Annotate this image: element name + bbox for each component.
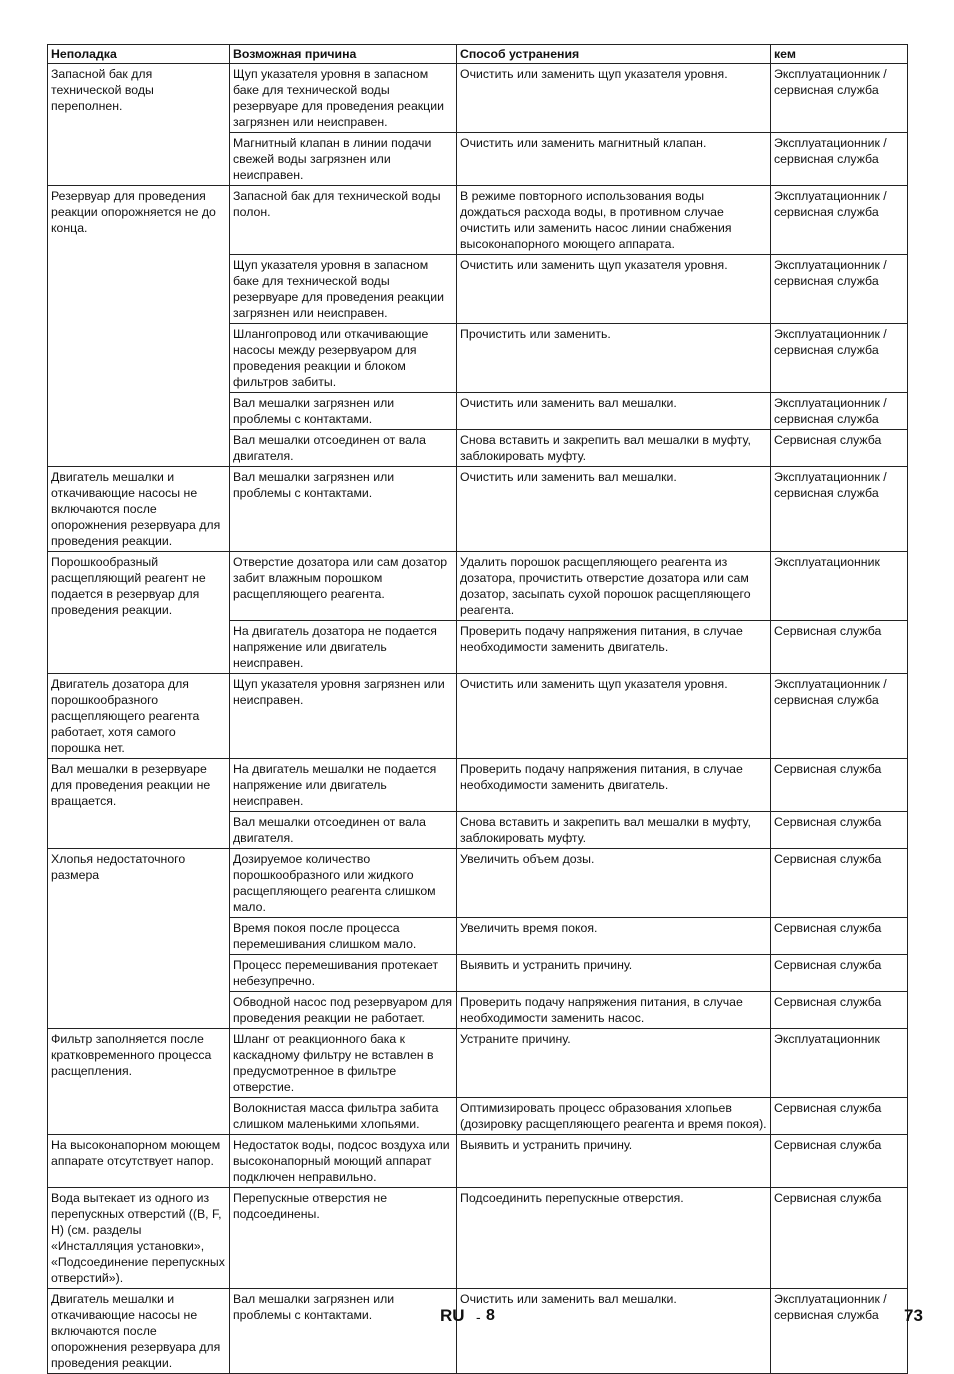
cell-by: Эксплуатационник / сервисная служба: [771, 393, 908, 430]
table-row: [48, 1135, 908, 1188]
cell-by: Эксплуатационник / сервисная служба: [771, 467, 908, 552]
table-row: [48, 1029, 908, 1098]
cell-by: Сервисная служба: [771, 918, 908, 955]
cell-cause: Щуп указателя уровня в запасном баке для технической воды резервуаре для проведения реакции загрязнен или неисправен.: [230, 255, 457, 324]
cell-problem: Двигатель мешалки и откачивающие насосы не включаются после опорожнения резервуара для проведения реакции.: [48, 467, 230, 552]
cell-problem: На высоконапорном моющем аппарате отсутствует напор.: [48, 1135, 230, 1188]
cell-cause: Щуп указателя уровня в запасном баке для технической воды резервуаре для проведения реакции загрязнен или неисправен.: [230, 64, 457, 133]
cell-problem: Порошкообразный расщепляющий реагент не подается в резервуар для проведения реакции.: [48, 552, 230, 674]
cell-problem: Вода вытекает из одного из перепускных отверстий ((B, F, H) (см. разделы «Инсталляция установки», «Подсоединение перепускных отверстий»).: [48, 1188, 230, 1289]
cell-by: Сервисная служба: [771, 621, 908, 674]
cell-remedy: Увеличить время покоя.: [457, 918, 771, 955]
cell-cause: Отверстие дозатора или сам дозатор забит влажным порошком расщепляющего реагента.: [230, 552, 457, 621]
cell-remedy: Снова вставить и закрепить вал мешалки в муфту, заблокировать муфту.: [457, 430, 771, 467]
cell-remedy: Проверить подачу напряжения питания, в случае необходимости заменить насос.: [457, 992, 771, 1029]
cell-cause: Дозируемое количество порошкообразного или жидкого расщепляющего реагента слишком мало.: [230, 849, 457, 918]
table-row: [48, 64, 908, 133]
cell-problem: Фильтр заполняется после кратковременного процесса расщепления.: [48, 1029, 230, 1135]
header-cause: Возможная причина: [230, 45, 457, 64]
cell-remedy: Очистить или заменить магнитный клапан.: [457, 133, 771, 186]
page-number: 73: [904, 1306, 923, 1325]
cell-remedy: Очистить или заменить щуп указателя уровня.: [457, 674, 771, 759]
table-row: [48, 674, 908, 759]
table-row: [48, 759, 908, 812]
cell-by: Эксплуатационник / сервисная служба: [771, 255, 908, 324]
cell-by: Эксплуатационник / сервисная служба: [771, 64, 908, 133]
cell-cause: Вал мешалки загрязнен или проблемы с контактами.: [230, 1289, 457, 1374]
cell-remedy: В режиме повторного использования воды дождаться расхода воды, в противном случае очистить или заменить насос линии снабжения высоконапорного моющего аппарата.: [457, 186, 771, 255]
troubleshooting-table: [47, 44, 908, 1374]
cell-remedy: Очистить или заменить вал мешалки.: [457, 1289, 771, 1374]
cell-cause: Магнитный клапан в линии подачи свежей воды загрязнен или неисправен.: [230, 133, 457, 186]
cell-problem: Хлопья недостаточного размера: [48, 849, 230, 1029]
footer-language: RU: [440, 1306, 465, 1325]
cell-remedy: Удалить порошок расщепляющего реагента из дозатора, прочистить отверстие дозатора или сам дозатор, засыпать сухой порошок расщепляющего реагента.: [457, 552, 771, 621]
cell-by: Сервисная служба: [771, 812, 908, 849]
table-row: [48, 186, 908, 255]
cell-remedy: Выявить и устранить причину.: [457, 955, 771, 992]
cell-by: Эксплуатационник / сервисная служба: [771, 133, 908, 186]
cell-cause: Вал мешалки отсоединен от вала двигателя.: [230, 812, 457, 849]
cell-cause: Недостаток воды, подсос воздуха или высоконапорный моющий аппарат подключен неправильно.: [230, 1135, 457, 1188]
table-body: [48, 64, 908, 1374]
table-row: [48, 467, 908, 552]
cell-cause: Вал мешалки загрязнен или проблемы с контактами.: [230, 393, 457, 430]
cell-by: Сервисная служба: [771, 1188, 908, 1289]
cell-cause: Процесс перемешивания протекает небезупречно.: [230, 955, 457, 992]
cell-by: Сервисная служба: [771, 759, 908, 812]
cell-cause: Перепускные отверстия не подсоединены.: [230, 1188, 457, 1289]
cell-remedy: Очистить или заменить щуп указателя уровня.: [457, 255, 771, 324]
footer-separator: -: [476, 1309, 481, 1325]
cell-by: Эксплуатационник / сервисная служба: [771, 324, 908, 393]
table-row: [48, 1289, 908, 1374]
cell-problem: Вал мешалки в резервуаре для проведения реакции не вращается.: [48, 759, 230, 849]
cell-by: Сервисная служба: [771, 955, 908, 992]
cell-problem: Двигатель дозатора для порошкообразного расщепляющего реагента работает, хотя самого порошка нет.: [48, 674, 230, 759]
cell-remedy: Очистить или заменить вал мешалки.: [457, 393, 771, 430]
cell-remedy: Устраните причину.: [457, 1029, 771, 1098]
cell-cause: Запасной бак для технической воды полон.: [230, 186, 457, 255]
footer-section-page: 8: [486, 1307, 495, 1324]
cell-cause: Вал мешалки загрязнен или проблемы с контактами.: [230, 467, 457, 552]
cell-cause: Шлангопровод или откачивающие насосы между резервуаром для проведения реакции и блоком фильтров забиты.: [230, 324, 457, 393]
cell-problem: Двигатель мешалки и откачивающие насосы не включаются после опорожнения резервуара для проведения реакции.: [48, 1289, 230, 1374]
cell-remedy: Очистить или заменить вал мешалки.: [457, 467, 771, 552]
cell-by: Сервисная служба: [771, 430, 908, 467]
cell-remedy: Проверить подачу напряжения питания, в случае необходимости заменить двигатель.: [457, 759, 771, 812]
cell-by: Эксплуатационник / сервисная служба: [771, 186, 908, 255]
table-row: [48, 849, 908, 918]
cell-remedy: Снова вставить и закрепить вал мешалки в муфту, заблокировать муфту.: [457, 812, 771, 849]
cell-remedy: Увеличить объем дозы.: [457, 849, 771, 918]
cell-by: Эксплуатационник: [771, 1029, 908, 1098]
cell-by: Сервисная служба: [771, 849, 908, 918]
table-row: [48, 552, 908, 621]
cell-cause: Обводной насос под резервуаром для проведения реакции не работает.: [230, 992, 457, 1029]
cell-by: Сервисная служба: [771, 1098, 908, 1135]
cell-cause: Время покоя после процесса перемешивания слишком мало.: [230, 918, 457, 955]
cell-remedy: Выявить и устранить причину.: [457, 1135, 771, 1188]
header-problem: Неполадка: [48, 45, 230, 64]
header-by: кем: [771, 45, 908, 64]
header-remedy: Способ устранения: [457, 45, 771, 64]
cell-by: Сервисная служба: [771, 992, 908, 1029]
cell-cause: Шланг от реакционного бака к каскадному фильтру не вставлен в предусмотренное в фильтре отверстие.: [230, 1029, 457, 1098]
cell-by: Эксплуатационник / сервисная служба: [771, 674, 908, 759]
cell-cause: На двигатель дозатора не подается напряжение или двигатель неисправен.: [230, 621, 457, 674]
cell-cause: Щуп указателя уровня загрязнен или неисправен.: [230, 674, 457, 759]
cell-remedy: Очистить или заменить щуп указателя уровня.: [457, 64, 771, 133]
table-row: [48, 1188, 908, 1289]
cell-by: Сервисная служба: [771, 1135, 908, 1188]
cell-remedy: Прочистить или заменить.: [457, 324, 771, 393]
cell-problem: Запасной бак для технической воды переполнен.: [48, 64, 230, 186]
cell-remedy: Проверить подачу напряжения питания, в случае необходимости заменить двигатель.: [457, 621, 771, 674]
table-header-row: [48, 45, 908, 64]
cell-by: Эксплуатационник / сервисная служба: [771, 1289, 908, 1374]
cell-by: Эксплуатационник: [771, 552, 908, 621]
cell-problem: Резервуар для проведения реакции опорожняется не до конца.: [48, 186, 230, 467]
cell-remedy: Оптимизировать процесс образования хлопьев (дозировку расщепляющего реагента и время покоя).: [457, 1098, 771, 1135]
cell-cause: На двигатель мешалки не подается напряжение или двигатель неисправен.: [230, 759, 457, 812]
cell-cause: Вал мешалки отсоединен от вала двигателя.: [230, 430, 457, 467]
cell-cause: Волокнистая масса фильтра забита слишком маленькими хлопьями.: [230, 1098, 457, 1135]
cell-remedy: Подсоединить перепускные отверстия.: [457, 1188, 771, 1289]
